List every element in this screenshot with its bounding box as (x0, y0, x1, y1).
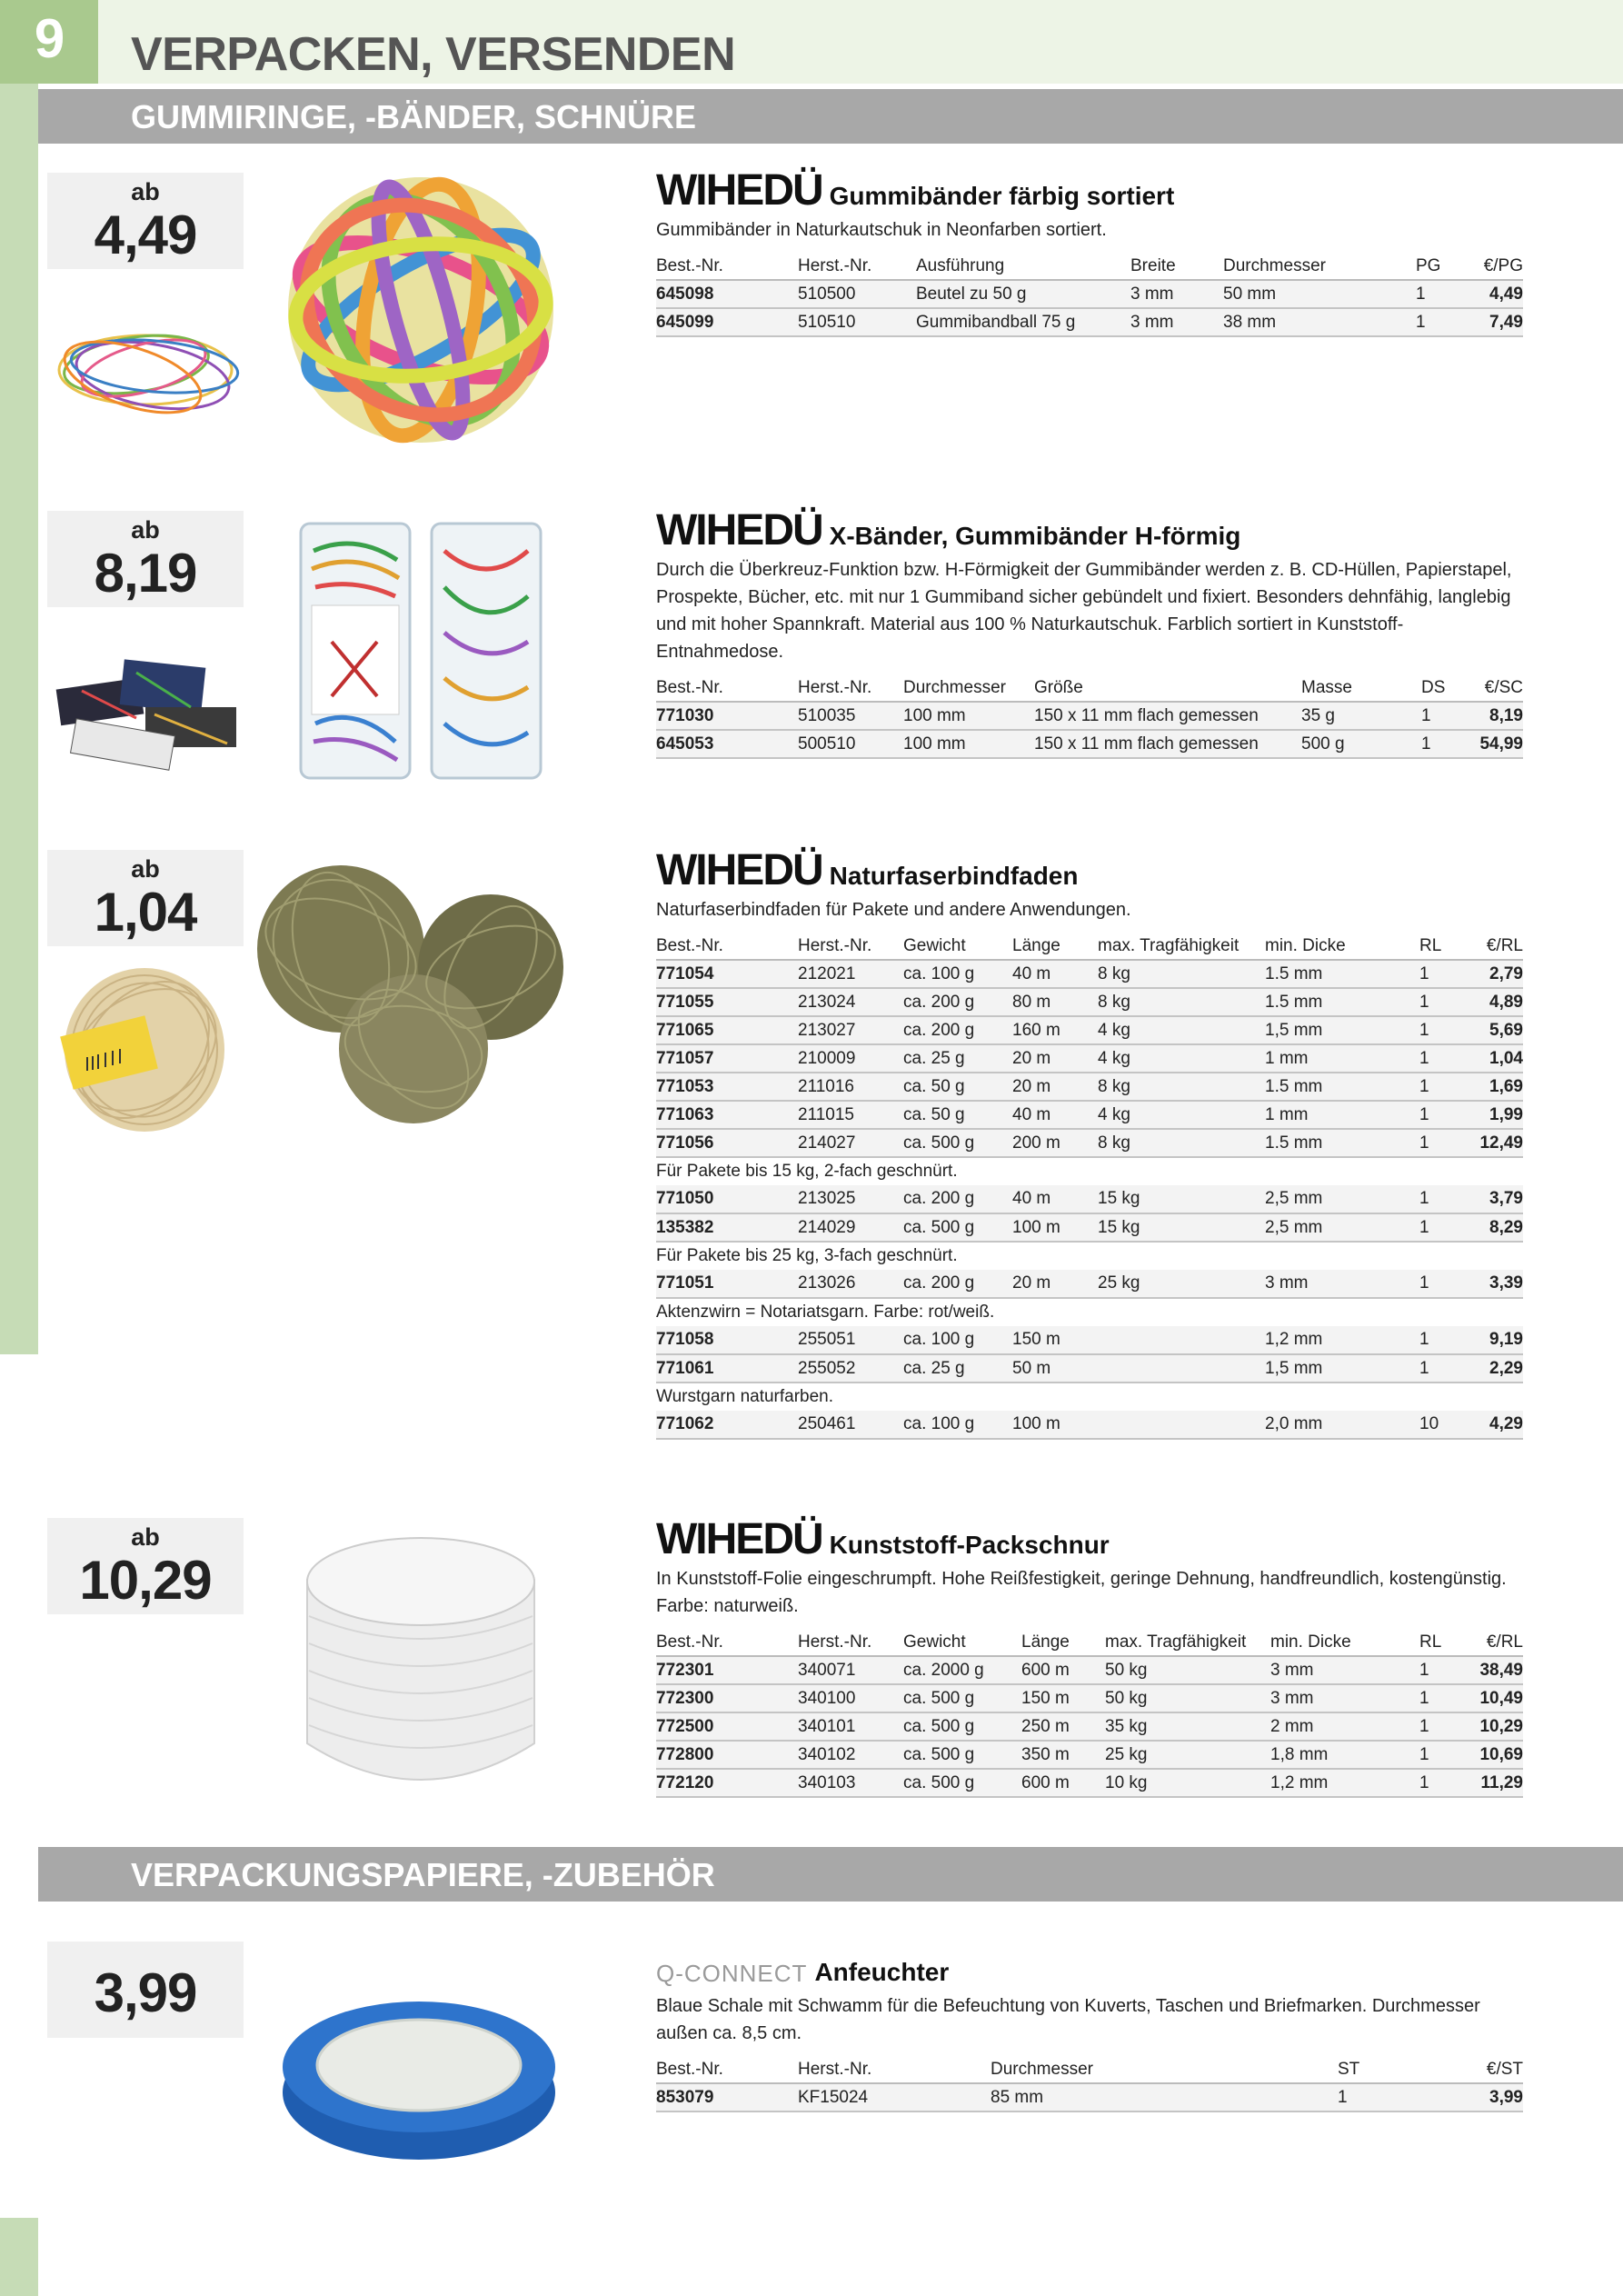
table-cell: Beutel zu 50 g (916, 280, 1130, 308)
table-cell: KF15024 (798, 2083, 991, 2111)
price-box (47, 1518, 244, 1614)
table-cell: 8,29 (1469, 1213, 1523, 1242)
col-header: Herst.-Nr. (798, 933, 903, 960)
table-cell: ca. 200 g (903, 1185, 1012, 1213)
table-cell: 1 (1338, 2083, 1429, 2111)
table-cell: 1 mm (1265, 1101, 1419, 1129)
col-header: €/ST (1429, 2056, 1523, 2083)
col-header: Best.-Nr. (656, 1629, 798, 1656)
table-note: Aktenzwirn = Notariatsgarn. Farbe: rot/weiß. (656, 1298, 1523, 1326)
table-cell: 1 (1419, 1769, 1469, 1797)
table-cell: 510500 (798, 280, 916, 308)
table-row (656, 1185, 1523, 1213)
table-cell: 1 (1416, 308, 1470, 336)
table-cell: 1,99 (1469, 1101, 1523, 1129)
table-cell: ca. 25 g (903, 1044, 1012, 1073)
product-title: Kunststoff-Packschnur (829, 1531, 1110, 1559)
table-cell: ca. 500 g (903, 1129, 1012, 1157)
table-cell: 212021 (798, 960, 903, 988)
table-cell: 771050 (656, 1185, 798, 1213)
table-cell: 1 (1419, 1656, 1469, 1684)
price-box (47, 511, 244, 607)
table-cell: 8 kg (1098, 1073, 1265, 1101)
table-cell: 772300 (656, 1684, 798, 1712)
table-cell: 500 g (1301, 730, 1421, 758)
col-header: PG (1416, 253, 1470, 280)
table-cell: 40 m (1012, 1185, 1098, 1213)
table-cell: 4,49 (1470, 280, 1523, 308)
table-note: Für Pakete bis 15 kg, 2-fach geschnürt. (656, 1157, 1523, 1185)
col-header: Durchmesser (903, 674, 1034, 702)
brand-logo: WIHEDÜ (656, 506, 822, 554)
table-cell: 100 mm (903, 730, 1034, 758)
table-cell: 20 m (1012, 1270, 1098, 1298)
col-header: Best.-Nr. (656, 253, 798, 280)
table-cell: 40 m (1012, 1101, 1098, 1129)
page-title: VERPACKEN, VERSENDEN (131, 28, 736, 81)
table-cell: ca. 500 g (903, 1213, 1012, 1242)
table-cell: 150 x 11 mm flach gemessen (1034, 730, 1301, 758)
table-cell: 510510 (798, 308, 916, 336)
col-header: Herst.-Nr. (798, 1629, 903, 1656)
price-prefix: ab (131, 516, 160, 544)
table-cell: 100 m (1012, 1411, 1098, 1439)
table-cell: 3 mm (1270, 1684, 1419, 1712)
product-title: Naturfaserbindfaden (829, 862, 1079, 890)
price-value: 8,19 (94, 543, 197, 604)
table-cell: 50 m (1012, 1354, 1098, 1383)
price-prefix: ab (131, 178, 160, 205)
price-prefix: ab (131, 855, 160, 883)
table-cell: 1,69 (1469, 1073, 1523, 1101)
table-cell: 771051 (656, 1270, 798, 1298)
table-cell: 4 kg (1098, 1016, 1265, 1044)
table-row (656, 1326, 1523, 1354)
table-cell: 213025 (798, 1185, 903, 1213)
table-cell: 4,29 (1469, 1411, 1523, 1439)
table-cell: 1.5 mm (1265, 1129, 1419, 1157)
table-cell: ca. 200 g (903, 1270, 1012, 1298)
table-cell: 1,2 mm (1265, 1326, 1419, 1354)
price-box (47, 850, 244, 946)
table-note-row (656, 1298, 1523, 1326)
table-cell: 340102 (798, 1741, 903, 1769)
table-note: Für Pakete bis 25 kg, 3-fach geschnürt. (656, 1242, 1523, 1270)
table-cell: 1 (1419, 1044, 1469, 1073)
table-cell (1098, 1354, 1265, 1383)
chapter-side-bar (0, 0, 38, 1354)
col-header: Ausführung (916, 253, 1130, 280)
table-cell: 50 mm (1223, 280, 1416, 308)
table-cell: 20 m (1012, 1044, 1098, 1073)
table-cell: 1.5 mm (1265, 960, 1419, 988)
table-cell: 80 m (1012, 988, 1098, 1016)
col-header: €/RL (1469, 1629, 1523, 1656)
table-note-row (656, 1242, 1523, 1270)
table-cell: 4 kg (1098, 1044, 1265, 1073)
table-cell: 100 m (1012, 1213, 1098, 1242)
table-cell: 38 mm (1223, 308, 1416, 336)
brand-logo: WIHEDÜ (656, 166, 822, 215)
col-header: RL (1419, 933, 1469, 960)
table-cell: 54,99 (1461, 730, 1523, 758)
twine-roll-image (60, 962, 229, 1138)
table-cell: 772500 (656, 1712, 798, 1741)
table-cell: 10,29 (1469, 1712, 1523, 1741)
table-cell: ca. 100 g (903, 960, 1012, 988)
table-cell: 1,5 mm (1265, 1354, 1419, 1383)
table-cell: 2,5 mm (1265, 1213, 1419, 1242)
col-header: max. Tragfähigkeit (1105, 1629, 1270, 1656)
table-row (656, 1354, 1523, 1383)
table-cell: 10 (1419, 1411, 1469, 1439)
table-cell: ca. 50 g (903, 1073, 1012, 1101)
table-cell: ca. 200 g (903, 1016, 1012, 1044)
product-title: Gummibänder färbig sortiert (829, 182, 1175, 210)
table-cell: 1 (1419, 1073, 1469, 1101)
table-cell: 771061 (656, 1354, 798, 1383)
table-cell: Gummibandball 75 g (916, 308, 1130, 336)
col-header: Breite (1130, 253, 1223, 280)
table-cell: 10 kg (1105, 1769, 1270, 1797)
col-header: max. Tragfähigkeit (1098, 933, 1265, 960)
table-row (656, 1073, 1523, 1101)
table-cell: 250 m (1021, 1712, 1105, 1741)
table-cell: 1 (1419, 1129, 1469, 1157)
table-cell: 213027 (798, 1016, 903, 1044)
table-cell: 340103 (798, 1769, 903, 1797)
col-header: Länge (1012, 933, 1098, 960)
col-header: DS (1421, 674, 1461, 702)
table-cell: 35 kg (1105, 1712, 1270, 1741)
col-header: min. Dicke (1270, 1629, 1419, 1656)
table-cell: 340071 (798, 1656, 903, 1684)
table-cell: 4 kg (1098, 1101, 1265, 1129)
col-header: Masse (1301, 674, 1421, 702)
price-box (47, 1942, 244, 2038)
table-cell (1098, 1411, 1265, 1439)
table-row (656, 1656, 1523, 1684)
table-row (656, 280, 1523, 308)
table-row (656, 960, 1523, 988)
table-cell: ca. 2000 g (903, 1656, 1021, 1684)
table-row (656, 1411, 1523, 1439)
brand-logo: WIHEDÜ (656, 1515, 822, 1563)
table-cell: 2,5 mm (1265, 1185, 1419, 1213)
table-cell: 214029 (798, 1213, 903, 1242)
product-table (656, 674, 1523, 759)
table-cell: 210009 (798, 1044, 903, 1073)
table-note-row (656, 1383, 1523, 1411)
x-band-boxes-image (295, 514, 546, 787)
table-cell: 200 m (1012, 1129, 1098, 1157)
product-title: Anfeuchter (814, 1958, 950, 1986)
table-cell: 1 (1419, 1326, 1469, 1354)
table-cell: 1,04 (1469, 1044, 1523, 1073)
table-row (656, 702, 1523, 730)
moistener-image (278, 1983, 560, 2165)
col-header: Größe (1034, 674, 1301, 702)
col-header: €/SC (1461, 674, 1523, 702)
price-value: 1,04 (94, 882, 197, 943)
table-cell: 771062 (656, 1411, 798, 1439)
table-cell: ca. 500 g (903, 1684, 1021, 1712)
table-cell: 211015 (798, 1101, 903, 1129)
table-cell: 2,29 (1469, 1354, 1523, 1383)
twine-balls-image (254, 858, 582, 1131)
table-cell: 1 (1419, 1101, 1469, 1129)
table-cell: 25 kg (1105, 1741, 1270, 1769)
table-cell: 1 (1419, 1354, 1469, 1383)
table-cell: 1 (1416, 280, 1470, 308)
product-description: Blaue Schale mit Schwamm für die Befeuchtung von Kuverts, Taschen und Briefmarken. Durchmesser außen ca. 8,5 cm. (656, 1996, 1480, 2043)
table-row (656, 988, 1523, 1016)
table-cell: 772120 (656, 1769, 798, 1797)
table-cell: 2,79 (1469, 960, 1523, 988)
table-cell: 600 m (1021, 1769, 1105, 1797)
table-cell: 150 m (1021, 1684, 1105, 1712)
product-kunststoff-packschnur (656, 1515, 1523, 1798)
table-cell: 255052 (798, 1354, 903, 1383)
table-cell: 160 m (1012, 1016, 1098, 1044)
table-cell: 5,69 (1469, 1016, 1523, 1044)
price-value: 4,49 (94, 205, 197, 265)
col-header: €/PG (1470, 253, 1523, 280)
table-cell: 3 mm (1270, 1656, 1419, 1684)
table-cell: 1 (1419, 960, 1469, 988)
table-row (656, 1044, 1523, 1073)
table-cell (1098, 1326, 1265, 1354)
table-row (656, 1769, 1523, 1797)
table-cell: 1 mm (1265, 1044, 1419, 1073)
table-cell: 771063 (656, 1101, 798, 1129)
table-cell: 771030 (656, 702, 798, 730)
table-cell: 500510 (798, 730, 903, 758)
col-header: Gewicht (903, 1629, 1021, 1656)
table-cell: 1.5 mm (1265, 988, 1419, 1016)
price-value: 10,29 (79, 1550, 212, 1611)
product-description: In Kunststoff-Folie eingeschrumpft. Hohe Reißfestigkeit, geringe Dehnung, handfreundlich, kostengünstig. Farbe: naturweiß. (656, 1569, 1507, 1616)
page-number: 748 (44, 2245, 72, 2263)
table-row (656, 1213, 1523, 1242)
table-cell: 510035 (798, 702, 903, 730)
table-cell: 3,99 (1429, 2083, 1523, 2111)
product-gummibaender (656, 166, 1523, 337)
table-cell: 8,19 (1461, 702, 1523, 730)
table-cell: 1,8 mm (1270, 1741, 1419, 1769)
table-cell: 100 mm (903, 702, 1034, 730)
table-row (656, 1101, 1523, 1129)
table-cell: ca. 25 g (903, 1354, 1012, 1383)
product-description: Durch die Überkreuz-Funktion bzw. H-Förmigkeit der Gummibänder werden z. B. CD-Hüllen, Papierstapel, Prospekte, Bücher, etc. mit nur 1 Gummiband sicher gebündelt und fixiert. Besonders dehnfähig, langlebig und mit hoher Spannkraft. Material aus 100 % Naturkautschuk. Farblich sortiert in Kunststoff-Entnahmedose. (656, 560, 1512, 662)
table-row (656, 730, 1523, 758)
table-row (656, 1712, 1523, 1741)
table-cell: 8 kg (1098, 960, 1265, 988)
col-header: Best.-Nr. (656, 674, 798, 702)
table-cell: 771065 (656, 1016, 798, 1044)
table-cell: 771057 (656, 1044, 798, 1073)
table-row (656, 1129, 1523, 1157)
product-description: Naturfaserbindfaden für Pakete und andere Anwendungen. (656, 900, 1131, 920)
table-cell: 1 (1419, 1213, 1469, 1242)
table-cell: 645053 (656, 730, 798, 758)
table-cell: 85 mm (991, 2083, 1338, 2111)
table-cell: 340100 (798, 1684, 903, 1712)
table-cell: 771058 (656, 1326, 798, 1354)
table-cell: 771053 (656, 1073, 798, 1101)
table-row (656, 308, 1523, 336)
table-cell: 350 m (1021, 1741, 1105, 1769)
table-cell: 12,49 (1469, 1129, 1523, 1157)
table-cell: 771056 (656, 1129, 798, 1157)
table-cell: 600 m (1021, 1656, 1105, 1684)
table-cell: 772301 (656, 1656, 798, 1684)
table-cell: 1,5 mm (1265, 1016, 1419, 1044)
table-cell: ca. 500 g (903, 1712, 1021, 1741)
table-cell: 3,39 (1469, 1270, 1523, 1298)
table-cell: 1 (1419, 1016, 1469, 1044)
table-cell: 8 kg (1098, 988, 1265, 1016)
price-value: 3,99 (94, 1962, 197, 2023)
table-cell: 10,69 (1469, 1741, 1523, 1769)
table-cell: 15 kg (1098, 1185, 1265, 1213)
table-row (656, 2083, 1523, 2111)
table-cell: 3 mm (1265, 1270, 1419, 1298)
chapter-box (0, 0, 98, 84)
table-cell: 250461 (798, 1411, 903, 1439)
table-cell: 645098 (656, 280, 798, 308)
table-cell: 38,49 (1469, 1656, 1523, 1684)
price-prefix: ab (131, 1523, 160, 1551)
bundled-items-image (45, 636, 247, 773)
table-cell: 7,49 (1470, 308, 1523, 336)
product-x-baender (656, 506, 1523, 759)
table-cell: 20 m (1012, 1073, 1098, 1101)
table-cell: 771055 (656, 988, 798, 1016)
table-cell: 135382 (656, 1213, 798, 1242)
col-header: Durchmesser (1223, 253, 1416, 280)
product-table (656, 1629, 1523, 1798)
product-title: X-Bänder, Gummibänder H-förmig (829, 522, 1241, 550)
col-header: €/RL (1469, 933, 1523, 960)
table-cell: 10,49 (1469, 1684, 1523, 1712)
table-note-row (656, 1157, 1523, 1185)
table-cell: 213026 (798, 1270, 903, 1298)
table-cell: 150 m (1012, 1326, 1098, 1354)
col-header: Gewicht (903, 933, 1012, 960)
col-header: Herst.-Nr. (798, 253, 916, 280)
table-cell: 35 g (1301, 702, 1421, 730)
brand-logo: WIHEDÜ (656, 846, 822, 894)
table-note: Wurstgarn naturfarben. (656, 1383, 1523, 1411)
table-cell: ca. 500 g (903, 1769, 1021, 1797)
table-cell: 255051 (798, 1326, 903, 1354)
section-title: VERPACKUNGSPAPIERE, -ZUBEHÖR (131, 1856, 715, 1893)
table-cell: 1 (1419, 1270, 1469, 1298)
table-cell: 214027 (798, 1129, 903, 1157)
product-table (656, 933, 1523, 1440)
table-cell: 150 x 11 mm flach gemessen (1034, 702, 1301, 730)
table-cell: 15 kg (1098, 1213, 1265, 1242)
col-header: min. Dicke (1265, 933, 1419, 960)
product-table (656, 2056, 1523, 2112)
table-cell: 25 kg (1098, 1270, 1265, 1298)
table-cell: 4,89 (1469, 988, 1523, 1016)
rubber-bands-loose-image (45, 304, 247, 432)
table-cell: 340101 (798, 1712, 903, 1741)
table-cell: 50 kg (1105, 1684, 1270, 1712)
table-cell: 772800 (656, 1741, 798, 1769)
table-cell: ca. 500 g (903, 1741, 1021, 1769)
product-table (656, 253, 1523, 337)
plastic-twine-roll-image (289, 1516, 553, 1805)
table-cell: 1 (1419, 1741, 1469, 1769)
table-cell: ca. 50 g (903, 1101, 1012, 1129)
table-row (656, 1741, 1523, 1769)
col-header: Herst.-Nr. (798, 674, 903, 702)
table-row (656, 1016, 1523, 1044)
table-cell: 1 (1421, 730, 1461, 758)
col-header: Herst.-Nr. (798, 2056, 991, 2083)
table-cell: 8 kg (1098, 1129, 1265, 1157)
table-cell: 1 (1419, 1185, 1469, 1213)
rubber-band-ball-image (280, 169, 562, 451)
table-cell: ca. 200 g (903, 988, 1012, 1016)
table-cell: 645099 (656, 308, 798, 336)
table-cell: 1,2 mm (1270, 1769, 1419, 1797)
table-row (656, 1684, 1523, 1712)
table-cell: 213024 (798, 988, 903, 1016)
table-cell: 1 (1419, 1684, 1469, 1712)
table-cell: 771054 (656, 960, 798, 988)
table-cell: 3 mm (1130, 308, 1223, 336)
chapter-number: 9 (34, 8, 65, 69)
price-box (47, 173, 244, 269)
table-row (656, 1270, 1523, 1298)
table-cell: 11,29 (1469, 1769, 1523, 1797)
table-cell: 2 mm (1270, 1712, 1419, 1741)
col-header: RL (1419, 1629, 1469, 1656)
section-title: GUMMIRINGE, -BÄNDER, SCHNÜRE (131, 98, 697, 135)
col-header: Länge (1021, 1629, 1105, 1656)
table-cell: 50 kg (1105, 1656, 1270, 1684)
table-cell: 2,0 mm (1265, 1411, 1419, 1439)
section-bar-gummi (38, 89, 1623, 144)
product-description: Gummibänder in Naturkautschuk in Neonfarben sortiert. (656, 220, 1107, 240)
section-bar-papier (38, 1847, 1623, 1902)
col-header: Best.-Nr. (656, 2056, 798, 2083)
col-header: Best.-Nr. (656, 933, 798, 960)
table-cell: ca. 100 g (903, 1326, 1012, 1354)
col-header: ST (1338, 2056, 1429, 2083)
col-header: Durchmesser (991, 2056, 1338, 2083)
product-anfeuchter (656, 1945, 1523, 2112)
table-cell: 1 (1419, 988, 1469, 1016)
brand-logo: Q-CONNECT (656, 1960, 808, 1987)
table-cell: 40 m (1012, 960, 1098, 988)
table-cell: 211016 (798, 1073, 903, 1101)
table-cell: 3 mm (1130, 280, 1223, 308)
table-cell: 1.5 mm (1265, 1073, 1419, 1101)
table-cell: 853079 (656, 2083, 798, 2111)
table-cell: 1 (1419, 1712, 1469, 1741)
table-cell: ca. 100 g (903, 1411, 1012, 1439)
table-cell: 3,79 (1469, 1185, 1523, 1213)
table-cell: 1 (1421, 702, 1461, 730)
product-naturfaserbindfaden (656, 846, 1523, 1440)
table-cell: 9,19 (1469, 1326, 1523, 1354)
